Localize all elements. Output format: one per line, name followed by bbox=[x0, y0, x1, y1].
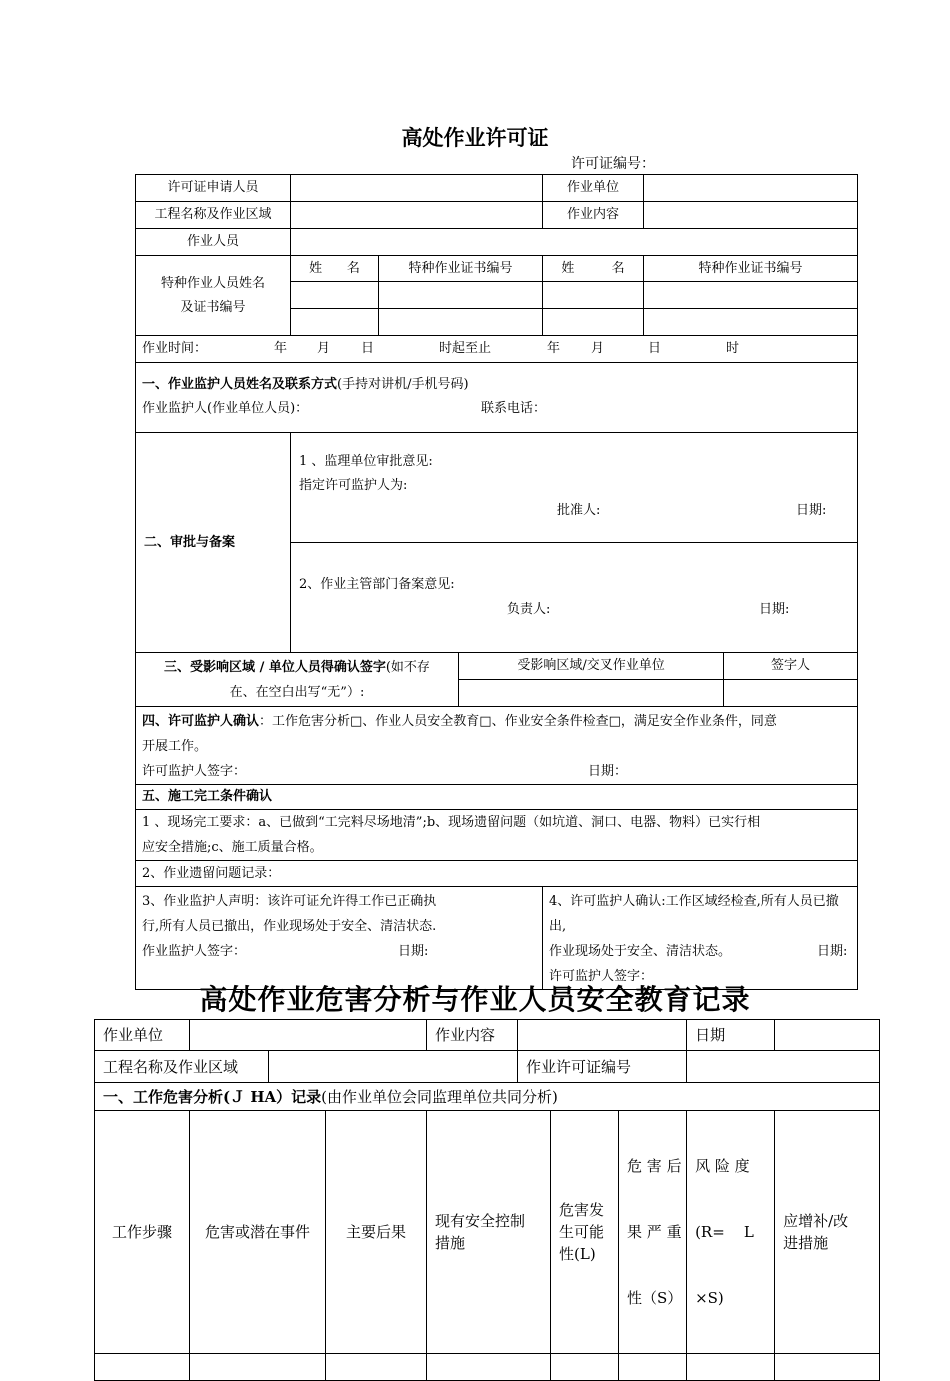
area-field[interactable] bbox=[459, 680, 724, 707]
jha-cell[interactable] bbox=[190, 1354, 326, 1381]
jha-cell[interactable] bbox=[687, 1354, 775, 1381]
time-label: 作业时间： bbox=[142, 341, 208, 356]
record-date-field[interactable] bbox=[775, 1020, 880, 1051]
record-permit-no-field[interactable] bbox=[687, 1051, 880, 1083]
special-label-line2: 及证书编号 bbox=[180, 299, 246, 315]
name-cell[interactable] bbox=[291, 309, 379, 336]
unit-label: 作业单位 bbox=[543, 175, 644, 202]
filing-cell[interactable] bbox=[291, 543, 858, 653]
jha-cell[interactable] bbox=[775, 1354, 880, 1381]
section4-cell[interactable] bbox=[136, 707, 858, 785]
col-risk-3: ×S) bbox=[695, 1289, 724, 1307]
cert-cell[interactable] bbox=[379, 282, 543, 309]
col-severity bbox=[619, 1111, 687, 1354]
content-field[interactable] bbox=[644, 202, 858, 229]
workers-label: 作业人员 bbox=[136, 229, 291, 256]
guardian-statement[interactable] bbox=[136, 887, 543, 990]
responsible-label: 负责人: bbox=[507, 602, 551, 617]
section4-text-2: 开展工作。 bbox=[142, 739, 208, 754]
col-controls-1: 现有安全控制 bbox=[435, 1212, 526, 1230]
completion-requirements bbox=[136, 810, 858, 861]
record-unit-label: 作业单位 bbox=[95, 1020, 190, 1051]
cert-cell[interactable] bbox=[644, 282, 858, 309]
name-cell[interactable] bbox=[291, 282, 379, 309]
jha-cell[interactable] bbox=[427, 1354, 551, 1381]
col-risk-1: 风 险 度 bbox=[695, 1157, 750, 1175]
permit-line-2: 作业现场处于安全、清洁状态。 bbox=[549, 944, 732, 959]
jha-cell[interactable] bbox=[326, 1354, 427, 1381]
guard-line-2: 行,所有人员已撤出，作业现场处于安全、清洁状态. bbox=[142, 919, 437, 934]
permit-table bbox=[135, 174, 858, 990]
col-controls-2: 措施 bbox=[435, 1234, 466, 1252]
leftover-label[interactable]: 2、作业遗留问题记录： bbox=[136, 861, 858, 887]
name-cell[interactable] bbox=[543, 309, 644, 336]
col-risk-2: (R= L bbox=[695, 1223, 754, 1241]
jha-cell[interactable] bbox=[619, 1354, 687, 1381]
permit-title: 高处作业许可证 bbox=[401, 125, 549, 150]
guard-sign-label: 作业监护人签字： bbox=[142, 944, 247, 959]
col-controls bbox=[427, 1111, 551, 1354]
permit-sign-label: 许可监护人签字： bbox=[549, 969, 654, 984]
section3-title: 三、受影响区域 / 单位人员得确认签字 bbox=[164, 659, 386, 675]
permit-guardian-confirm[interactable] bbox=[543, 887, 858, 990]
col-severity-3: 性（S） bbox=[627, 1289, 683, 1307]
section4-date-label: 日期： bbox=[588, 764, 628, 779]
jha-note: (由作业单位会同监理单位共同分析) bbox=[321, 1087, 558, 1106]
cert-header-2: 特种作业证书编号 bbox=[644, 256, 858, 282]
section1-title: 一、作业监护人员姓名及联系方式 bbox=[142, 377, 338, 392]
col-hazard: 危害或潜在事件 bbox=[190, 1111, 326, 1354]
filing-date-label: 日期: bbox=[759, 602, 790, 617]
approver-label: 批准人: bbox=[557, 503, 601, 518]
section4-sign-label: 许可监护人签字： bbox=[142, 764, 247, 779]
special-label-line1: 特种作业人员姓名 bbox=[160, 275, 265, 291]
approval-title: 1 、监理单位审批意见: bbox=[299, 454, 433, 469]
jha-cell[interactable] bbox=[551, 1354, 619, 1381]
req-line-2: 应安全措施;c、施工质量合格。 bbox=[142, 840, 323, 855]
time-year-2: 年 bbox=[547, 341, 561, 356]
col-likelihood-3: 性(L) bbox=[559, 1245, 596, 1263]
special-workers-label bbox=[136, 256, 291, 336]
applicant-field[interactable] bbox=[291, 175, 543, 202]
phone-label: 联系电话： bbox=[481, 401, 547, 416]
sign-header: 签字人 bbox=[724, 653, 858, 680]
section4-title: 四、许可监护人确认 bbox=[142, 714, 260, 729]
record-project-label: 工程名称及作业区域 bbox=[95, 1051, 269, 1083]
permit-date-label: 日期: bbox=[817, 944, 848, 959]
col-likelihood bbox=[551, 1111, 619, 1354]
section5-title: 五、施工完工条件确认 bbox=[136, 785, 858, 810]
name-header: 姓 名 bbox=[291, 256, 379, 282]
workers-field[interactable] bbox=[291, 229, 858, 256]
time-month-1: 月 bbox=[317, 341, 331, 356]
guardian-label: 作业监护人(作业单位人员)： bbox=[142, 401, 309, 416]
name-header-2: 姓 名 bbox=[543, 256, 644, 282]
section4-text-1: ：工作危害分析□、作业人员安全教育□、作业安全条件检查□，满足安全作业条件，同意 bbox=[259, 714, 777, 729]
approval-date-label: 日期: bbox=[796, 503, 827, 518]
filing-title: 2、作业主管部门备案意见: bbox=[299, 577, 455, 592]
time-day-1: 日 bbox=[361, 341, 375, 356]
section1-guardian[interactable] bbox=[136, 363, 858, 433]
record-content-field[interactable] bbox=[518, 1020, 687, 1051]
content-label: 作业内容 bbox=[543, 202, 644, 229]
col-measures bbox=[775, 1111, 880, 1354]
project-label: 工程名称及作业区域 bbox=[136, 202, 291, 229]
section2-title: 二、审批与备案 bbox=[136, 433, 291, 653]
permit-number-label: 许可证编号： bbox=[571, 156, 655, 172]
record-title: 高处作业危害分析与作业人员安全教育记录 bbox=[199, 983, 751, 1016]
col-severity-2: 果 严 重 bbox=[627, 1223, 682, 1241]
section1-note: (手持对讲机/手机号码) bbox=[337, 377, 469, 392]
project-field[interactable] bbox=[291, 202, 543, 229]
record-permit-no-label: 作业许可证编号 bbox=[518, 1051, 687, 1083]
permit-line-1: 4、许可监护人确认:工作区域经检查,所有人员已撤出, bbox=[549, 894, 839, 934]
record-unit-field[interactable] bbox=[190, 1020, 427, 1051]
applicant-label: 许可证申请人员 bbox=[136, 175, 291, 202]
unit-field[interactable] bbox=[644, 175, 858, 202]
guard-date-label: 日期: bbox=[398, 944, 429, 959]
time-from-to: 时起至止 bbox=[439, 341, 492, 356]
col-likelihood-1: 危害发 bbox=[559, 1201, 605, 1219]
area-header: 受影响区域/交叉作业单位 bbox=[459, 653, 724, 680]
section3-note-b: 在、在空白出写“无”）: bbox=[229, 684, 365, 700]
jha-cell[interactable] bbox=[95, 1354, 190, 1381]
req-line-1: 1 、现场完工要求：a、已做到“工完料尽场地清”;b、现场遗留问题（如坑道、洞口、电器、物料）已实行相 bbox=[142, 815, 761, 830]
section3-note-a: (如不存 bbox=[385, 659, 430, 675]
section3-label bbox=[136, 653, 459, 707]
col-likelihood-2: 生可能 bbox=[559, 1223, 605, 1241]
record-content-label: 作业内容 bbox=[427, 1020, 518, 1051]
record-date-label: 日期 bbox=[687, 1020, 775, 1051]
jha-title: 一、工作危害分析(Ｊ HA）记录 bbox=[103, 1087, 322, 1106]
col-severity-1: 危 害 后 bbox=[627, 1157, 682, 1175]
assign-label: 指定许可监护人为: bbox=[299, 478, 408, 493]
name-cell[interactable] bbox=[543, 282, 644, 309]
time-hour-2: 时 bbox=[726, 341, 740, 356]
work-time-row[interactable] bbox=[136, 336, 858, 363]
col-step: 工作步骤 bbox=[95, 1111, 190, 1354]
time-year-1: 年 bbox=[274, 341, 288, 356]
col-measures-1: 应增补/改 bbox=[783, 1212, 849, 1230]
guard-line-1: 3、作业监护人声明：该许可证允许得工作已正确执 bbox=[142, 894, 437, 909]
cert-cell[interactable] bbox=[644, 309, 858, 336]
col-risk bbox=[687, 1111, 775, 1354]
jha-header bbox=[95, 1083, 880, 1111]
approval-cell[interactable] bbox=[291, 433, 858, 543]
record-project-field[interactable] bbox=[269, 1051, 518, 1083]
time-day-2: 日 bbox=[648, 341, 662, 356]
col-measures-2: 进措施 bbox=[783, 1234, 829, 1252]
cert-cell[interactable] bbox=[379, 309, 543, 336]
sign-field[interactable] bbox=[724, 680, 858, 707]
col-consequence: 主要后果 bbox=[326, 1111, 427, 1354]
record-table bbox=[94, 1019, 880, 1381]
cert-header: 特种作业证书编号 bbox=[379, 256, 543, 282]
time-month-2: 月 bbox=[591, 341, 605, 356]
